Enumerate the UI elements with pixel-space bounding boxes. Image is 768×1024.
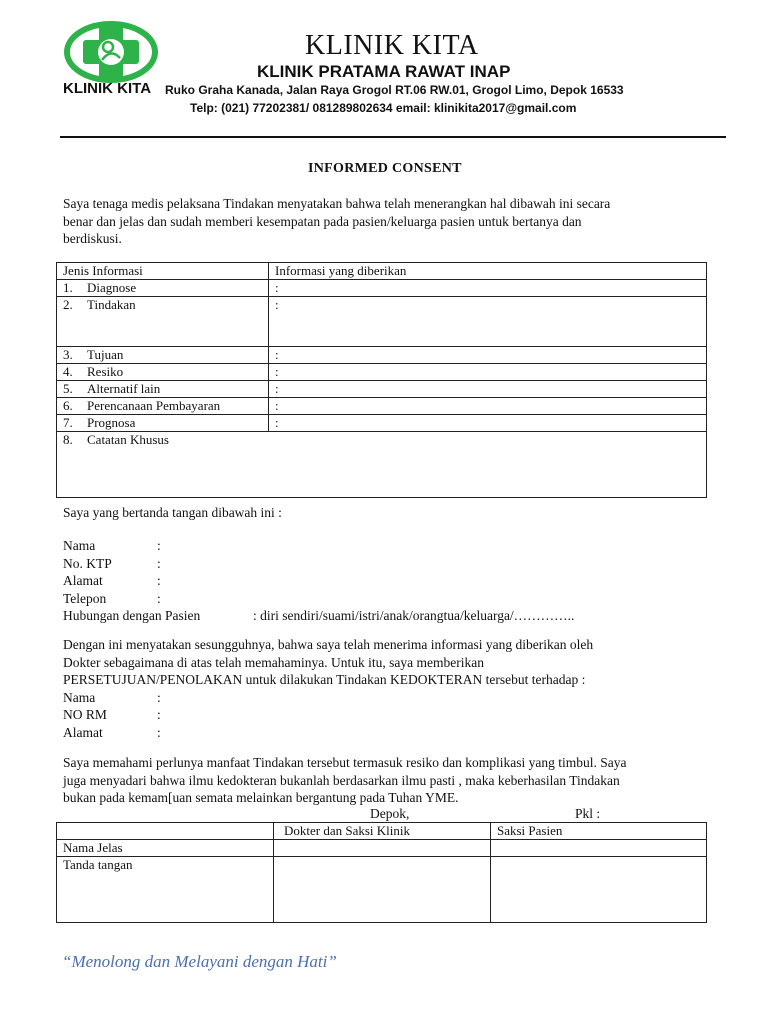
place-label: Depok, — [370, 806, 410, 821]
understanding-line: bukan pada kemam[uan semata melainkan bergantung pada Tuhan YME. — [63, 790, 459, 805]
table-header-row — [57, 263, 707, 280]
document-title: INFORMED CONSENT — [308, 161, 462, 176]
row-value[interactable]: : — [269, 415, 707, 432]
patient-field-value[interactable]: : — [157, 707, 161, 722]
patient-field: Nama : — [63, 689, 161, 705]
table-row — [57, 840, 707, 857]
understanding-paragraph — [63, 754, 627, 807]
row-label: Tujuan — [87, 347, 124, 362]
intro-line: berdiskusi. — [63, 231, 122, 246]
doctor-name-cell[interactable] — [274, 840, 491, 857]
statement-line: Dengan ini menyatakan sesungguhnya, bahwa saya telah menerima informasi yang diberikan oleh — [63, 637, 594, 652]
table-header-cell: Saksi Pasien — [491, 823, 707, 840]
time-label: Pkl : — [575, 806, 601, 821]
row-label: Prognosa — [87, 415, 136, 430]
table-row: 1. Diagnose : — [57, 280, 707, 297]
notes-row — [57, 432, 707, 498]
table-header-row — [57, 823, 707, 840]
relation-value[interactable]: : diri sendiri/suami/istri/anak/orangtua/keluarga/………….. — [253, 608, 575, 623]
row-label: Resiko — [87, 364, 124, 379]
table-row: 4. Resiko : — [57, 364, 707, 381]
signer-fields — [63, 537, 574, 625]
row-value[interactable]: : — [269, 347, 707, 364]
table-header-cell: Informasi yang diberikan — [269, 263, 707, 280]
row-label: Tindakan — [87, 297, 136, 312]
doctor-signature-cell[interactable] — [274, 857, 491, 923]
patient-field: NO RM : — [63, 707, 161, 722]
signer-field: Nama : — [63, 538, 161, 553]
table-row: 7. Prognosa : — [57, 415, 707, 432]
intro-line: Saya tenaga medis pelaksana Tindakan menyatakan bahwa telah menerangkan hal dibawah ini secara — [63, 196, 611, 211]
signer-field-value[interactable]: : — [157, 573, 161, 588]
row-value[interactable]: : — [269, 297, 707, 347]
relation-field: Hubungan dengan Pasien : diri sendiri/suami/istri/anak/orangtua/keluarga/………….. — [63, 608, 575, 623]
clinic-subtitle: KLINIK PRATAMA RAWAT INAP — [257, 62, 511, 81]
understanding-line: Saya memahami perlunya manfaat Tindakan tersebut termasuk resiko dan komplikasi yang timbul. Saya — [63, 755, 627, 770]
row-value[interactable]: : — [269, 280, 707, 297]
row-label: Alternatif lain — [87, 381, 161, 396]
patient-field: Alamat : — [63, 724, 161, 740]
row-label: Nama Jelas — [57, 840, 274, 857]
table-row: 5. Alternatif lain : — [57, 381, 707, 398]
clinic-address: Ruko Graha Kanada, Jalan Raya Grogol RT.06 RW.01, Grogol Limo, Depok 16533 — [165, 83, 624, 97]
signer-field: No. KTP : — [63, 555, 161, 571]
clinic-contact: Telp: (021) 77202381/ 081289802634 email: klinikita2017@gmail.com — [190, 101, 577, 115]
statement-line: PERSETUJUAN/PENOLAKAN untuk dilakukan Tindakan KEDOKTERAN tersebut terhadap : — [63, 672, 586, 687]
signer-field: Telepon : — [63, 590, 161, 606]
table-header-cell — [57, 823, 274, 840]
row-label: Perencanaan Pembayaran — [87, 398, 221, 413]
patient-field-value[interactable]: : — [157, 689, 161, 705]
patient-field-value[interactable]: : — [157, 724, 161, 740]
table-header-cell: Dokter dan Saksi Klinik — [274, 823, 491, 840]
row-label: Diagnose — [87, 280, 137, 295]
row-value[interactable]: : — [269, 398, 707, 415]
clinic-name: KLINIK KITA — [305, 30, 479, 61]
intro-paragraph — [63, 195, 610, 248]
signer-field-value[interactable]: : — [157, 538, 161, 553]
row-value[interactable]: : — [269, 364, 707, 381]
info-table — [56, 262, 707, 498]
table-row — [57, 857, 707, 923]
logo-text: KLINIK KITA — [63, 80, 152, 97]
patient-witness-name-cell[interactable] — [491, 840, 707, 857]
signature-table — [56, 822, 707, 923]
intro-line: benar dan jelas dan sudah memberi kesempatan pada pasien/keluarga pasien untuk bertanya dan — [63, 213, 582, 229]
signer-field: Alamat : — [63, 573, 161, 588]
understanding-line: juga menyadari bahwa ilmu kedokteran bukanlah berdasarkan ilmu pasti , maka keberhasilan Tindakan — [63, 772, 620, 788]
row-label: Tanda tangan — [57, 857, 274, 923]
signer-field-value[interactable]: : — [157, 555, 161, 571]
table-header-cell: Jenis Informasi — [57, 263, 269, 280]
row-value[interactable]: : — [269, 381, 707, 398]
notes-label: Catatan Khusus — [87, 432, 169, 447]
table-row: 3. Tujuan : — [57, 347, 707, 364]
header-divider — [60, 136, 726, 138]
notes-cell[interactable]: 8. Catatan Khusus — [57, 432, 707, 498]
table-row: 6. Perencanaan Pembayaran : — [57, 398, 707, 415]
signer-field-value[interactable]: : — [157, 590, 161, 606]
table-row: 2. Tindakan : — [57, 297, 707, 347]
statement-paragraph — [63, 636, 593, 741]
statement-line: Dokter sebagaimana di atas telah memahaminya. Untuk itu, saya memberikan — [63, 654, 484, 670]
slogan: “Menolong dan Melayani dengan Hati” — [62, 952, 337, 971]
signer-intro: Saya yang bertanda tangan dibawah ini : — [63, 505, 282, 520]
patient-witness-signature-cell[interactable] — [491, 857, 707, 923]
